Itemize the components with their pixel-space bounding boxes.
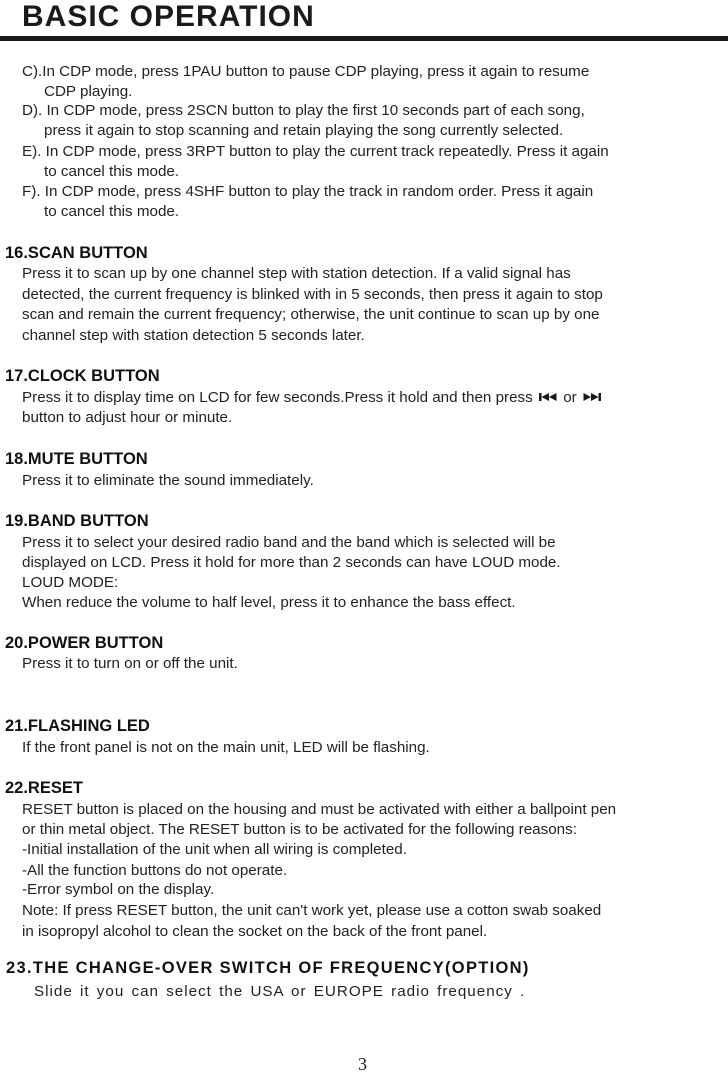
switch-line-1: Slide it you can select the USA or EUROPE radio frequency . (34, 983, 526, 1000)
power-line-1: Press it to turn on or off the unit. (22, 655, 238, 672)
intro-c-line-1: C).In CDP mode, press 1PAU button to pause CDP playing, press it again to resume (22, 63, 590, 80)
intro-e-line-1: E). In CDP mode, press 3RPT button to play the current track repeatedly. Press it again (22, 143, 609, 160)
scan-line-2: detected, the current frequency is blinked with in 5 seconds, then press it again to stop (22, 286, 603, 303)
reset-line-1: RESET button is placed on the housing and must be activated with either a ballpoint pen (22, 801, 617, 818)
previous-track-icon (539, 388, 557, 408)
section-heading-mute: 18.MUTE BUTTON (5, 450, 148, 468)
section-heading-frequency-switch: 23.THE CHANGE-OVER SWITCH OF FREQUENCY(OPTION) (6, 959, 530, 977)
intro-d-line-2: press it again to stop scanning and retain playing the song currently selected. (44, 122, 564, 139)
band-line-2: displayed on LCD. Press it hold for more than 2 seconds can have LOUD mode. (22, 554, 561, 571)
section-heading-flashing-led: 21.FLASHING LED (5, 717, 150, 735)
reset-line-7: in isopropyl alcohol to clean the socket on the back of the front panel. (22, 923, 488, 940)
clock-line-1 (22, 388, 603, 408)
section-heading-reset: 22.RESET (5, 779, 83, 797)
intro-f-line-1: F). In CDP mode, press 4SHF button to play the track in random order. Press it again (22, 183, 594, 200)
reset-line-2: or thin metal object. The RESET button is to be activated for the following reasons: (22, 821, 577, 838)
clock-or-text: or (563, 389, 577, 407)
page-title: BASIC OPERATION (22, 0, 315, 33)
band-line-1: Press it to select your desired radio band and the band which is selected will be (22, 534, 556, 551)
intro-f-line-2: to cancel this mode. (44, 203, 180, 220)
scan-line-3: scan and remain the current frequency; otherwise, the unit continue to scan up by one (22, 306, 600, 323)
section-heading-clock: 17.CLOCK BUTTON (5, 367, 160, 385)
band-line-3: LOUD MODE: (22, 574, 119, 591)
intro-c-line-2: CDP playing. (44, 83, 133, 100)
scan-line-4: channel step with station detection 5 seconds later. (22, 327, 365, 344)
mute-line-1: Press it to eliminate the sound immediately. (22, 472, 314, 489)
scan-line-1: Press it to scan up by one channel step with station detection. If a valid signal has (22, 265, 571, 282)
title-divider (0, 36, 728, 41)
reset-line-4: -All the function buttons do not operate. (22, 862, 288, 879)
band-line-4: When reduce the volume to half level, press it to enhance the bass effect. (22, 594, 516, 611)
clock-line-2: button to adjust hour or minute. (22, 409, 233, 426)
next-track-icon (583, 388, 601, 408)
reset-line-5: -Error symbol on the display. (22, 881, 215, 898)
page-number: 3 (358, 1054, 367, 1074)
section-heading-band: 19.BAND BUTTON (5, 512, 149, 530)
intro-d-line-1: D). In CDP mode, press 2SCN button to play the first 10 seconds part of each song, (22, 102, 585, 119)
led-line-1: If the front panel is not on the main unit, LED will be flashing. (22, 739, 430, 756)
section-heading-power: 20.POWER BUTTON (5, 634, 164, 652)
reset-line-6: Note: If press RESET button, the unit can't work yet, please use a cotton swab soaked (22, 902, 602, 919)
intro-e-line-2: to cancel this mode. (44, 163, 180, 180)
section-heading-scan: 16.SCAN BUTTON (5, 244, 148, 262)
clock-line-1-text: Press it to display time on LCD for few seconds.Press it hold and then press (22, 389, 533, 407)
reset-line-3: -Initial installation of the unit when all wiring is completed. (22, 841, 407, 858)
